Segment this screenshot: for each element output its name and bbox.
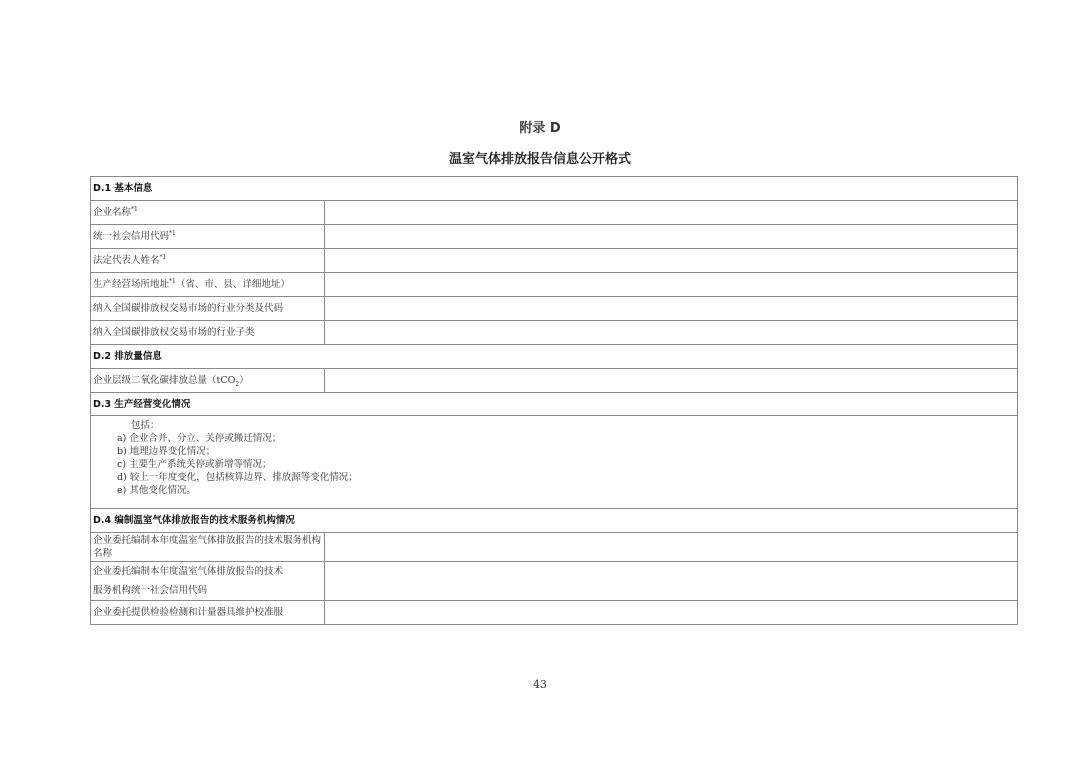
value-address[interactable] xyxy=(325,273,1018,297)
table-row xyxy=(91,601,1018,625)
list-item: d) 较上一年度变化，包括核算边界、排放源等变化情况； xyxy=(117,472,358,483)
page-number: 43 xyxy=(533,678,547,691)
value-total-emissions[interactable] xyxy=(325,369,1018,393)
value-company-name[interactable] xyxy=(325,201,1018,225)
list-item: b) 地理边界变化情况； xyxy=(117,446,216,457)
table-row xyxy=(91,297,1018,321)
value-calibration-service[interactable] xyxy=(325,601,1018,625)
label-credit-code: 统一社会信用代码$^{*1}$ xyxy=(91,225,325,249)
table-row xyxy=(91,201,1018,225)
label-calibration-service: 企业委托提供检验检测和计量器具维护校准服 xyxy=(91,601,325,625)
appendix-title: 附录 D xyxy=(519,121,561,136)
section-d1-header xyxy=(91,177,1018,201)
value-legal-rep[interactable] xyxy=(325,249,1018,273)
list-intro: 包括： xyxy=(131,420,160,431)
section-d1-heading: D.1 基本信息 xyxy=(91,177,1018,201)
table-row xyxy=(91,416,1018,509)
table-row xyxy=(91,273,1018,297)
table-row xyxy=(91,249,1018,273)
value-credit-code[interactable] xyxy=(325,225,1018,249)
change-description-cell[interactable] xyxy=(91,416,1018,509)
table-row xyxy=(91,369,1018,393)
section-d2-header xyxy=(91,345,1018,369)
value-agency-credit-code[interactable] xyxy=(325,562,1018,601)
section-d3-header xyxy=(91,393,1018,416)
section-d4-heading: D.4 编制温室气体排放报告的技术服务机构情况 xyxy=(91,509,1018,533)
table-row xyxy=(91,225,1018,249)
section-d3-heading: D.3 生产经营变化情况 xyxy=(91,393,1018,416)
table-row xyxy=(91,562,1018,601)
section-d4-header xyxy=(91,509,1018,533)
document-title: 温室气体排放报告信息公开格式 xyxy=(448,152,631,167)
table-row xyxy=(91,533,1018,562)
label-total-emissions: 企业层级二氧化碳排放总量（tCO$_2$） xyxy=(91,369,325,393)
list-item: e) 其他变化情况。 xyxy=(117,485,196,496)
value-industry-code[interactable] xyxy=(325,297,1018,321)
table-row xyxy=(91,321,1018,345)
label-agency-name: 企业委托编制本年度温室气体排放报告的技术服务机构名称 xyxy=(91,533,325,562)
value-industry-subclass[interactable] xyxy=(325,321,1018,345)
disclosure-form-table xyxy=(90,176,1018,625)
list-item: c) 主要生产系统关停或新增等情况； xyxy=(117,459,272,470)
section-d2-heading: D.2 排放量信息 xyxy=(91,345,1018,369)
label-industry-subclass: 纳入全国碳排放权交易市场的行业子类 xyxy=(91,321,325,345)
list-item: a) 企业合并、分立、关停或搬迁情况； xyxy=(117,433,282,444)
label-address: 生产经营场所地址$^{*1}$（省、市、县、详细地址） xyxy=(91,273,325,297)
label-industry-code: 纳入全国碳排放权交易市场的行业分类及代码 xyxy=(91,297,325,321)
value-agency-name[interactable] xyxy=(325,533,1018,562)
label-company-name: 企业名称$^{*1}$ xyxy=(91,201,325,225)
label-agency-credit-code: 企业委托编制本年度温室气体排放报告的技术 服务机构统一社会信用代码 xyxy=(91,562,325,601)
label-legal-rep: 法定代表人姓名$^{*1}$ xyxy=(91,249,325,273)
